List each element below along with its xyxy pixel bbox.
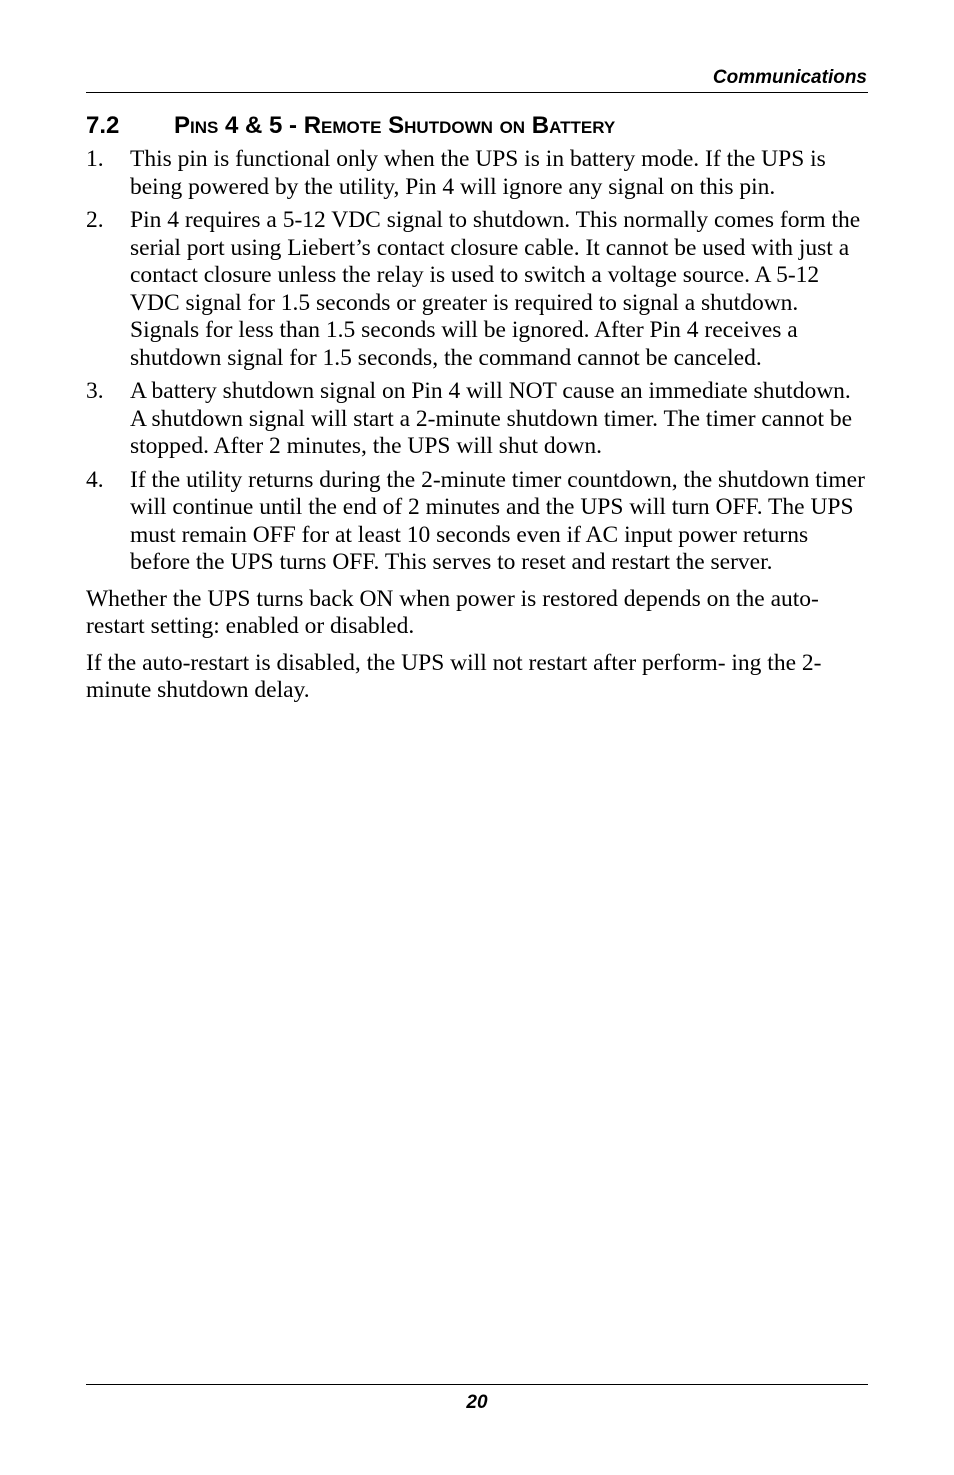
list-item-number: 3. [86, 378, 104, 404]
running-header: Communications [712, 67, 867, 88]
list-item-text: Pin 4 requires a 5-12 VDC signal to shutdown. This normally comes form the serial port using Liebert’s contact closure cable. It cannot be used with just a contact closure unless the relay is used to switch a voltage source. A 5-12 VDC signal for 1.5 seconds or greater is required to signal a shutdown. Signals for less than 1.5 seconds will be ignored. After Pin 4 receives a shutdown signal for 1.5 seconds, the command cannot be canceled. [130, 207, 861, 371]
list-item-number: 4. [86, 466, 104, 493]
list-item-number: 1. [86, 146, 104, 172]
section-heading [86, 111, 868, 141]
list-item [86, 378, 868, 461]
body-paragraph: If the auto-restart is disabled, the UPS will not restart after perform- ing the 2-minute shutdown delay. [86, 649, 822, 703]
section-title: Pins 4 & 5 - Remote Shutdown on Battery [174, 112, 616, 139]
list-item-text: A battery shutdown signal on Pin 4 will NOT cause an immediate shutdown. A shutdown signal will start a 2-minute shutdown timer. The timer cannot be stopped. After 2 minutes, the UPS will shut down. [130, 378, 853, 459]
list-item-text: This pin is functional only when the UPS is in battery mode. If the UPS is being powered by the utility, Pin 4 will ignore any signal on this pin. [130, 146, 826, 200]
body-paragraph: Whether the UPS turns back ON when power is restored depends on the auto-restart setting: enabled or disabled. [86, 585, 819, 639]
list-item-text: If the utility returns during the 2-minute timer countdown, the shutdown timer will continue until the end of 2 minutes and the UPS will turn OFF. The UPS must remain OFF for at least 10 seconds even if AC input power returns before the UPS turns OFF. This serves to reset and restart the server. [130, 466, 865, 575]
list-item-number: 2. [86, 207, 104, 233]
numbered-list [86, 146, 868, 577]
list-item [86, 467, 868, 577]
section-number: 7.2 [86, 112, 120, 139]
list-item [86, 207, 868, 372]
footer-divider [86, 1384, 868, 1385]
header-divider [86, 92, 868, 93]
list-item [86, 146, 868, 201]
page-number: 20 [466, 1392, 488, 1413]
page-body [86, 146, 868, 705]
